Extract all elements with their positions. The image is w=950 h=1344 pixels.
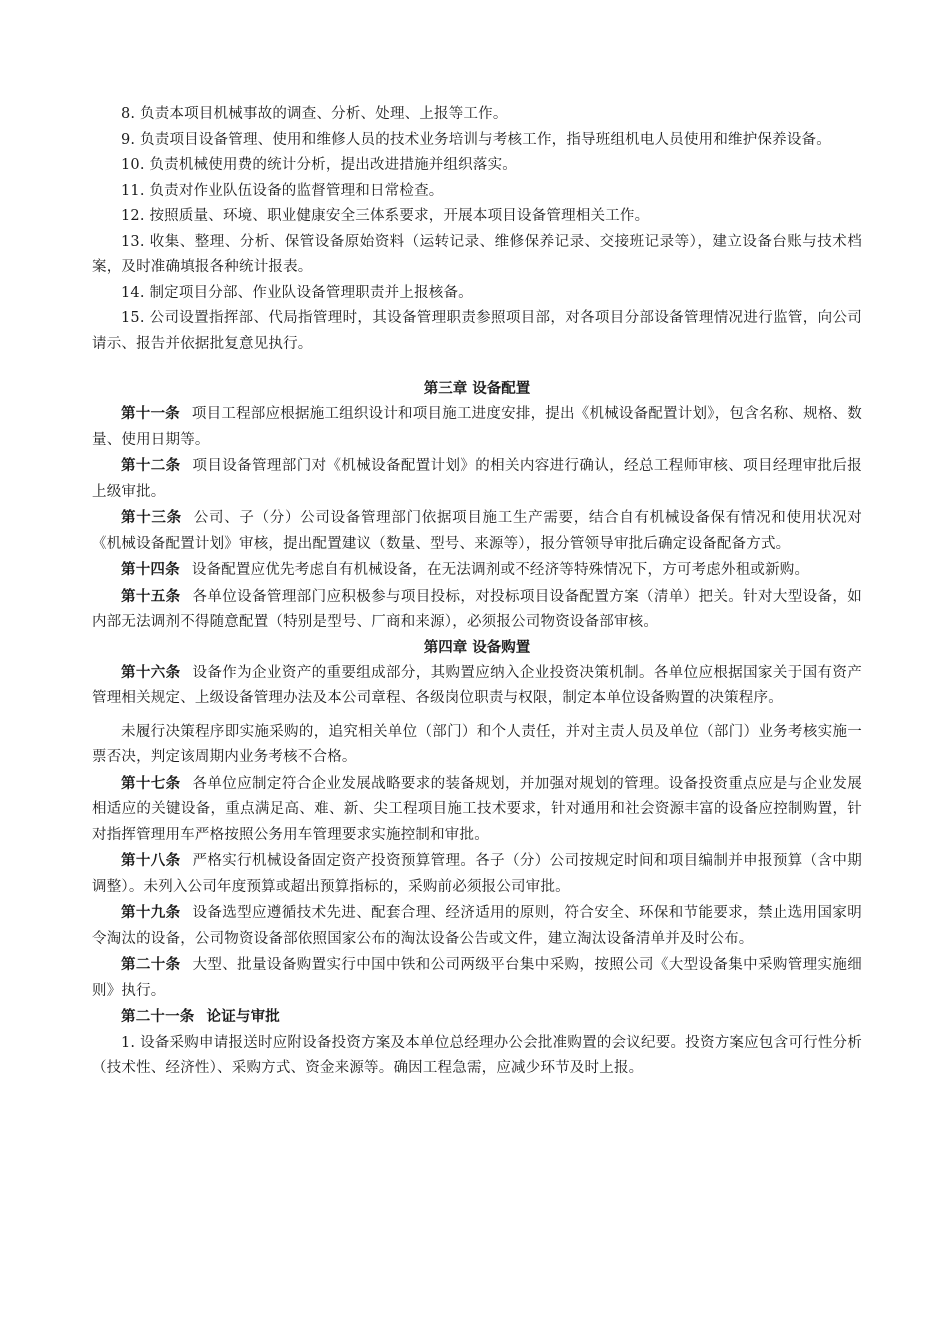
article-16 — [92, 660, 862, 712]
duty-item-13: 13. 收集、整理、分析、保管设备原始资料（运转记录、维修保养记录、交接班记录等），建立设备台账与技术档案，及时准确填报各种统计报表。 — [92, 233, 862, 275]
article-number: 第二十一条 — [121, 1008, 195, 1025]
article-text: 严格实行机械设备固定资产投资预算管理。各子（分）公司按规定时间和项目编制并申报预算（含中期调整）。未列入公司年度预算或超出预算指标的，采购前必须报公司审批。 — [92, 853, 862, 895]
article-title: 论证与审批 — [206, 1008, 280, 1025]
article-text: 各单位设备管理部门应积极参与项目投标，对投标项目设备配置方案（清单）把关。针对大型设备，如内部无法调剂不得随意配置（特别是型号、厂商和来源），必须报公司物资设备部审核。 — [92, 588, 862, 630]
article-12 — [92, 453, 862, 505]
article-number: 第十六条 — [121, 663, 181, 681]
article-18 — [92, 848, 862, 900]
article-14 — [92, 557, 862, 584]
document-page — [92, 102, 862, 1082]
article-number: 第十七条 — [121, 774, 181, 792]
article-16-extra: 未履行决策程序即实施采购的，追究相关单位（部门）和个人责任，并对主责人员及单位（部门）业务考核实施一票否决，判定该周期内业务考核不合格。 — [92, 723, 862, 765]
article-17 — [92, 771, 862, 849]
article-text: 设备配置应优先考虑自有机械设备，在无法调剂或不经济等特殊情况下，方可考虑外租或新购。 — [191, 562, 810, 578]
article-15 — [92, 584, 862, 636]
article-text: 大型、批量设备购置实行中国中铁和公司两级平台集中采购，按照公司《大型设备集中采购管理实施细则》执行。 — [92, 957, 862, 999]
duty-item-15: 15. 公司设置指挥部、代局指管理时，其设备管理职责参照项目部，对各项目分部设备管理情况进行监管，向公司请示、报告并依据批复意见执行。 — [92, 310, 862, 352]
article-11 — [92, 401, 862, 453]
article-text: 各单位应制定符合企业发展战略要求的装备规划，并加强对规划的管理。设备投资重点应是与企业发展相适应的关键设备，重点满足高、难、新、尖工程项目施工技术要求，针对通用和社会资源丰富的设备应控制购置，针对指挥管理用车严格按照公务用车管理要求实施控制和审批。 — [92, 775, 862, 843]
article-number: 第十八条 — [121, 852, 181, 869]
article-text: 公司、子（分）公司设备管理部门依据项目施工生产需要，结合自有机械设备保有情况和使用状况对《机械设备配置计划》审核，提出配置建议（数量、型号、来源等），报分管领导审批后确定设备配备方式。 — [92, 510, 862, 552]
article-number: 第十四条 — [121, 561, 180, 578]
chapter-4-title: 第四章 设备购置 — [423, 638, 531, 656]
article-number: 第十九条 — [121, 904, 181, 921]
duty-item-8: 8. 负责本项目机械事故的调查、分析、处理、上报等工作。 — [121, 106, 508, 122]
article-19 — [92, 900, 862, 952]
article-21 — [92, 1004, 862, 1031]
article-21-item-1: 1. 设备采购申请报送时应附设备投资方案及本单位总经理办公会批准购置的会议纪要。投资方案应包含可行性分析（技术性、经济性）、采购方式、资金来源等。确因工程急需，应减少环节及时上报。 — [92, 1034, 862, 1076]
article-text: 项目工程部应根据施工组织设计和项目施工进度安排，提出《机械设备配置计划》，包含名称、规格、数量、使用日期等。 — [92, 406, 862, 448]
duty-item-14: 14. 制定项目分部、作业队设备管理职责并上报核备。 — [121, 284, 473, 301]
article-number: 第十一条 — [121, 405, 180, 422]
article-number: 第十二条 — [121, 457, 181, 474]
chapter-3-title: 第三章 设备配置 — [423, 380, 531, 397]
article-text: 设备作为企业资产的重要组成部分，其购置应纳入企业投资决策机制。各单位应根据国家关于国有资产管理相关规定、上级设备管理办法及本公司章程、各级岗位职责与权限，制定本单位设备购置的决策程序。 — [92, 664, 862, 706]
article-text: 设备选型应遵循技术先进、配套合理、经济适用的原则，符合安全、环保和节能要求，禁止选用国家明令淘汰的设备，公司物资设备部依照国家公布的淘汰设备公告或文件，建立淘汰设备清单并及时公布。 — [92, 905, 862, 947]
article-13 — [92, 505, 862, 557]
article-number: 第十五条 — [121, 587, 181, 605]
article-text: 项目设备管理部门对《机械设备配置计划》的相关内容进行确认，经总工程师审核、项目经理审批后报上级审批。 — [92, 458, 862, 500]
duty-item-10: 10. 负责机械使用费的统计分析，提出改进措施并组织落实。 — [121, 157, 517, 173]
duty-item-12: 12. 按照质量、环境、职业健康安全三体系要求，开展本项目设备管理相关工作。 — [121, 208, 650, 224]
article-number: 第十三条 — [121, 509, 182, 526]
article-20 — [92, 952, 862, 1004]
duty-item-11: 11. 负责对作业队伍设备的监督管理和日常检查。 — [121, 182, 444, 199]
article-number: 第二十条 — [121, 956, 181, 973]
duty-item-9: 9. 负责项目设备管理、使用和维修人员的技术业务培训与考核工作，指导班组机电人员使用和维护保养设备。 — [121, 131, 831, 148]
